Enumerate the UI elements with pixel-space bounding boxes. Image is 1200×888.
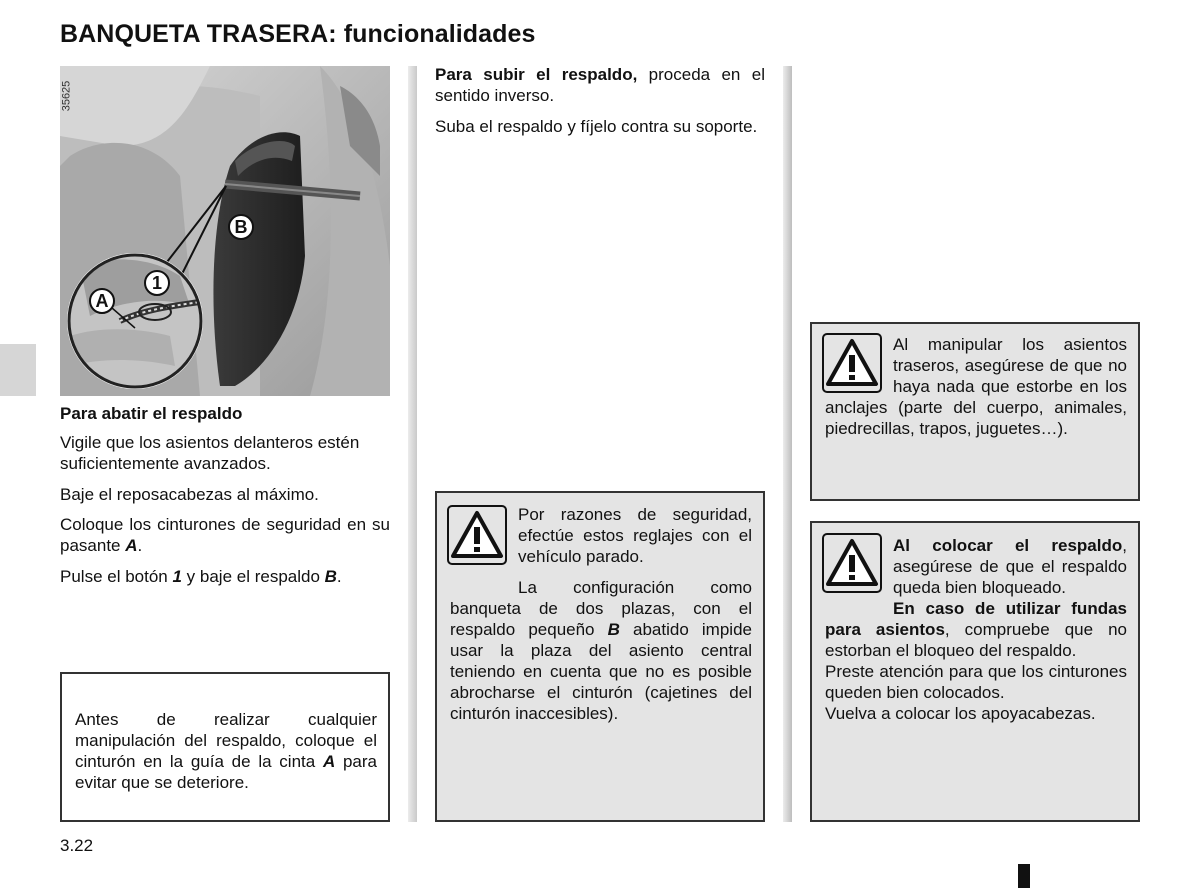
- paragraph-fix: Suba el respaldo y fíjelo contra su soporte.: [435, 117, 758, 136]
- paragraph-1: Vigile que los asientos delanteros estén suficientemente avanzados.: [60, 433, 360, 473]
- chapter-tab-marker: [0, 344, 36, 396]
- note-box: [60, 672, 390, 822]
- warning-box-safety: [435, 491, 765, 822]
- page-title: BANQUETA TRASERA: funcionalidades: [60, 20, 536, 48]
- rear-seat-illustration: [60, 66, 390, 396]
- callout-1: 1: [144, 270, 170, 296]
- paragraph-3: Coloque los cinturones de seguridad en su pasante A.: [60, 515, 390, 555]
- warning-intro-text: Por razones de seguridad, efectúe estos reglajes con el vehículo parado.: [518, 505, 752, 566]
- column-divider-2: [783, 66, 792, 822]
- warning-backrest-text: Al colocar el respaldo, asegúrese de que el respaldo queda bien bloqueado. En caso de utilizar fundas para asientos, compruebe que no estorban el bloqueo del respaldo. Preste atención para que los cinturones queden bien colocados. Vuelva a colocar los apoyacabezas.: [825, 536, 1128, 723]
- note-text: Antes de realizar cualquier manipulación del respaldo, coloque el cinturón en la guía de la cinta A para evitar que se deteriore.: [75, 710, 377, 792]
- paragraph-2: Baje el reposacabezas al máximo.: [60, 485, 319, 504]
- warning-box-anchors: [810, 322, 1140, 501]
- page-edge-marker: [1018, 864, 1030, 888]
- column-divider-1: [408, 66, 417, 822]
- callout-b: B: [228, 214, 254, 240]
- page-number: 3.22: [60, 836, 94, 855]
- section-heading: Para abatir el respaldo: [60, 404, 243, 423]
- warning-body-text: La configuración como banqueta de dos plazas, con el respaldo pequeño B abatido impide usar la plaza del asiento central teniendo en cuenta que no es posible abrocharse el cinturón (cajetines del cinturón inaccesibles).: [450, 578, 752, 723]
- paragraph-raise: Para subir el respaldo, proceda en el sentido inverso.: [435, 65, 765, 105]
- figure-code: 35625: [60, 80, 73, 112]
- callout-a: A: [89, 288, 115, 314]
- paragraph-4: Pulse el botón 1 y baje el respaldo B.: [60, 567, 342, 586]
- warning-triangle-icon: [447, 505, 507, 565]
- warning-box-backrest: [810, 521, 1140, 822]
- warning-anchors-text: Al manipular los asientos traseros, asegúrese de que no haya nada que estorbe en los anclajes (parte del cuerpo, animales, piedrecillas, trapos, juguetes…).: [825, 335, 1127, 438]
